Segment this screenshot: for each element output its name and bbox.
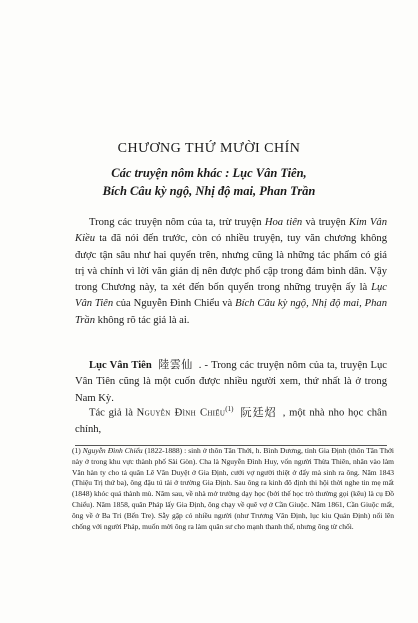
footnote: [72, 446, 394, 532]
author-name: Nguyễn Đình Chiểu: [136, 407, 226, 419]
footnote-text: (1822-1888) : sinh ở thôn Tân Thới, h. Bình Dương, tỉnh Gia Định (thôn Tân Thới này ở trong khu vực thành phố Sài Gòn). Cha là Nguyễn Đình Huy, vốn người Thừa Thiên, nhân vào làm Văn hàn ty cho tả quân Lê Văn Duyệt ở Gia Định, cưới vợ người thiệt ở đấy mà sinh ra ông. Năm 1843 (Thiệu Trị thứ ba), ông đậu tú tài ở trường Gia Định. Sau ông ra kinh đô định thi hội thời nghe tin mẹ mất (1848) khóc quá thành mù. Năm sau, về nhà mở trường dạy học (bởi thế học trò thường gọi (kêu) là cụ Đồ Chiểu). Năm 1858, quân Pháp lấy Gia Định, ông chạy về quê vợ ở Cần Giuộc. Năm 1861, Cần Giuộc mất, ông về ở Ba Tri (Bến Tre). Sẵy gặp có nhiều người (như Trương Văn Định, lục kiu Quản Định) nổi lên chống với người Pháp, muốn mời ông ra làm quân sư cho mạnh thanh thế, nhưng ông từ chối.: [72, 446, 395, 531]
intro-paragraph: [75, 215, 387, 329]
chapter-subtitle-line2: Bích Câu kỳ ngộ, Nhị độ mai, Phan Trần: [102, 184, 316, 198]
luc-van-tien-paragraph: [75, 357, 387, 407]
footnote-name: Nguyễn Đình Chiểu: [82, 446, 143, 455]
han-characters: 陸雲仙: [157, 358, 193, 371]
title-kim-van-kieu: Kim Vân Kiều: [75, 217, 388, 245]
footnote-ref: (1): [225, 405, 234, 413]
text-run: không rõ tác giả là ai.: [95, 314, 190, 326]
title-luc-van-tien: Lục Vân Tiên: [75, 282, 387, 310]
chapter-title: CHƯƠNG THỨ MƯỜI CHÍN: [117, 141, 301, 156]
title-other-works: Bích Câu kỳ ngộ, Nhị độ mai, Phan Trần: [75, 298, 388, 326]
text-run: ta đã nói đến trước, còn có nhiều truyện, tuy văn chương không được tận sâu như hai quyển trên, nhưng cũng là những tác phẩm có giá trị và chính vì lời văn giản dị nên được phổ cập trong đám bình dân. Vậy trong Chương này, ta xét đến bốn quyển trong những truyện ấy là: [75, 233, 387, 294]
text-run: của Nguyễn Đình Chiểu và: [113, 298, 236, 310]
section-label: Lục Vân Tiên: [89, 360, 152, 371]
han-characters: 阮廷炤: [239, 405, 277, 419]
text-run: , một nhà nho học chân chính,: [75, 407, 388, 435]
footnote-marker: (1): [72, 446, 83, 455]
title-hoa-tien: Hoa tiên: [264, 217, 303, 228]
text-run: và truyện: [302, 217, 350, 228]
chapter-subtitle-line1: Các truyện nôm khác : Lục Vân Tiên,: [111, 166, 307, 180]
text-run: Trong các truyện nôm của ta, trừ truyện: [89, 217, 265, 228]
author-paragraph: [75, 401, 387, 438]
text-run: Tác giả là: [89, 407, 137, 419]
text-run: . - Trong các truyện nôm của ta, truyện Lục Vân Tiên cũng là một cuốn được nhiều người xem, thứ nhất là ở trong Nam Kỳ.: [75, 360, 388, 404]
